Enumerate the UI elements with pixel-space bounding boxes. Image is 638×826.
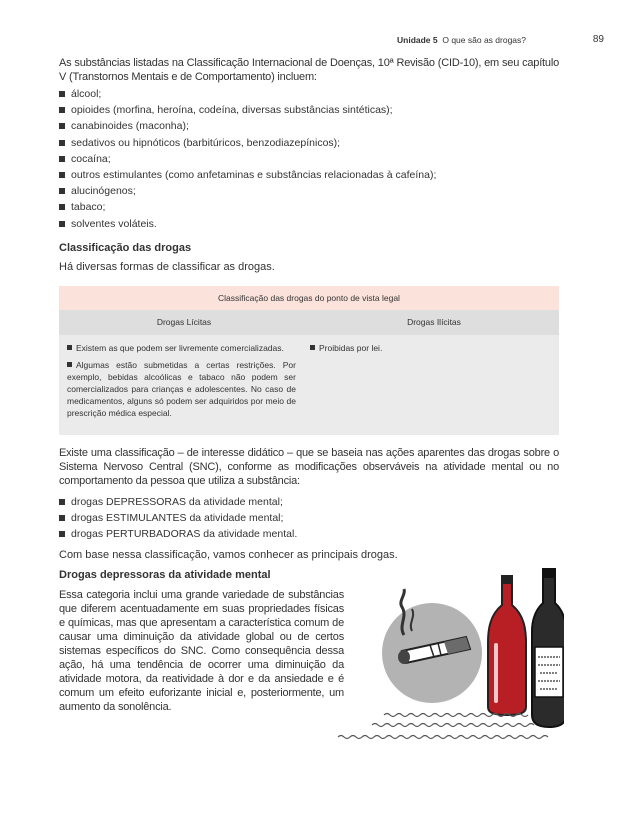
page-number: 89	[592, 34, 604, 45]
unit-label: Unidade 5	[397, 35, 438, 45]
bridge-text: Com base nessa classificação, vamos conhecer as principais drogas.	[59, 549, 398, 562]
unit-title: O que são as drogas?	[442, 35, 526, 45]
list-item: tabaco;	[59, 199, 559, 215]
list-item: canabinoides (maconha);	[59, 118, 559, 134]
didactic-paragraph: Existe uma classificação – de interesse didático – que se baseia nas ações aparentes das drogas sobre o Sistema Nervoso Central (SNC), conforme as modificações observáveis na atividade mental ou no comportamento da pessoa que utiliza a substância:	[59, 446, 559, 487]
list-item: alucinógenos;	[59, 183, 559, 199]
list-item: sedativos ou hipnóticos (barbitúricos, benzodiazepínicos);	[59, 135, 559, 151]
list-item: drogas DEPRESSORAS da atividade mental;	[59, 494, 559, 510]
liquor-bottle-icon	[532, 568, 564, 727]
licit-item	[67, 342, 296, 354]
bullet-square-icon	[67, 345, 72, 350]
illicit-item-text: Proibidas por lei.	[319, 342, 383, 353]
classification-text: Há diversas formas de classificar as drogas.	[59, 260, 275, 273]
ground-line-icon	[372, 724, 534, 727]
list-item: opioides (morfina, heroína, codeína, diversas substâncias sintéticas);	[59, 102, 559, 118]
section-title-depressants: Drogas depressoras da atividade mental	[59, 569, 271, 582]
list-item: drogas ESTIMULANTES da atividade mental;	[59, 510, 559, 526]
licit-item-text: Existem as que podem ser livremente comercializadas.	[76, 342, 284, 353]
unit-header	[397, 35, 526, 45]
drugs-illustration	[334, 565, 564, 755]
table-title: Classificação das drogas do ponto de vista legal	[59, 286, 559, 310]
substance-list	[59, 86, 559, 232]
legal-classification-table	[59, 286, 559, 435]
list-item: cocaína;	[59, 151, 559, 167]
header-licit: Drogas Lícitas	[156, 316, 212, 327]
licit-item-text: Algumas estão submetidas a certas restrições. Por exemplo, bebidas alcoólicas e tabaco não podem ser comercializados para crianças e adolescentes. No caso de medicamentos, alguns só podem ser adquiridos por meio de prescrição médica especial.	[67, 359, 296, 418]
table-body	[59, 335, 559, 435]
licit-item	[67, 359, 296, 419]
list-item: solventes voláteis.	[59, 216, 559, 232]
list-item: drogas PERTURBADORAS da atividade mental.	[59, 526, 559, 542]
category-list	[59, 494, 559, 543]
page-header	[0, 33, 604, 47]
table-header-row	[59, 310, 559, 335]
depressants-paragraph: Essa categoria inclui uma grande variedade de substâncias que diferem acentuadamente em suas propriedades físicas e químicas, mas que apresentam a característica comum de causar uma diminuição da atividade global ou de certos sistemas específicos do SNC. Como consequência dessa ação, há uma tendência de ocorrer uma diminuição da atividade motora, da reatividade à dor e da ansiedade e é comum um efeito euforizante inicial e, posteriormente, um aumento da sonolência.	[59, 589, 344, 714]
licit-column	[59, 342, 302, 427]
list-item: outros estimulantes (como anfetaminas e substâncias relacionadas à cafeína);	[59, 167, 559, 183]
bullet-square-icon	[67, 362, 72, 367]
illicit-item	[310, 342, 553, 354]
header-illicit: Drogas Ilícitas	[407, 316, 461, 327]
wine-bottle-icon	[488, 575, 526, 715]
section-title-classification: Classificação das drogas	[59, 241, 192, 254]
ground-line-icon	[338, 736, 548, 739]
bullet-square-icon	[310, 345, 315, 350]
intro-paragraph: As substâncias listadas na Classificação Internacional de Doenças, 10ª Revisão (CID-10), em seu capítulo V (Transtornos Mentais e de Comportamento) incluem:	[59, 57, 559, 83]
illicit-column	[302, 342, 559, 427]
list-item: álcool;	[59, 86, 559, 102]
